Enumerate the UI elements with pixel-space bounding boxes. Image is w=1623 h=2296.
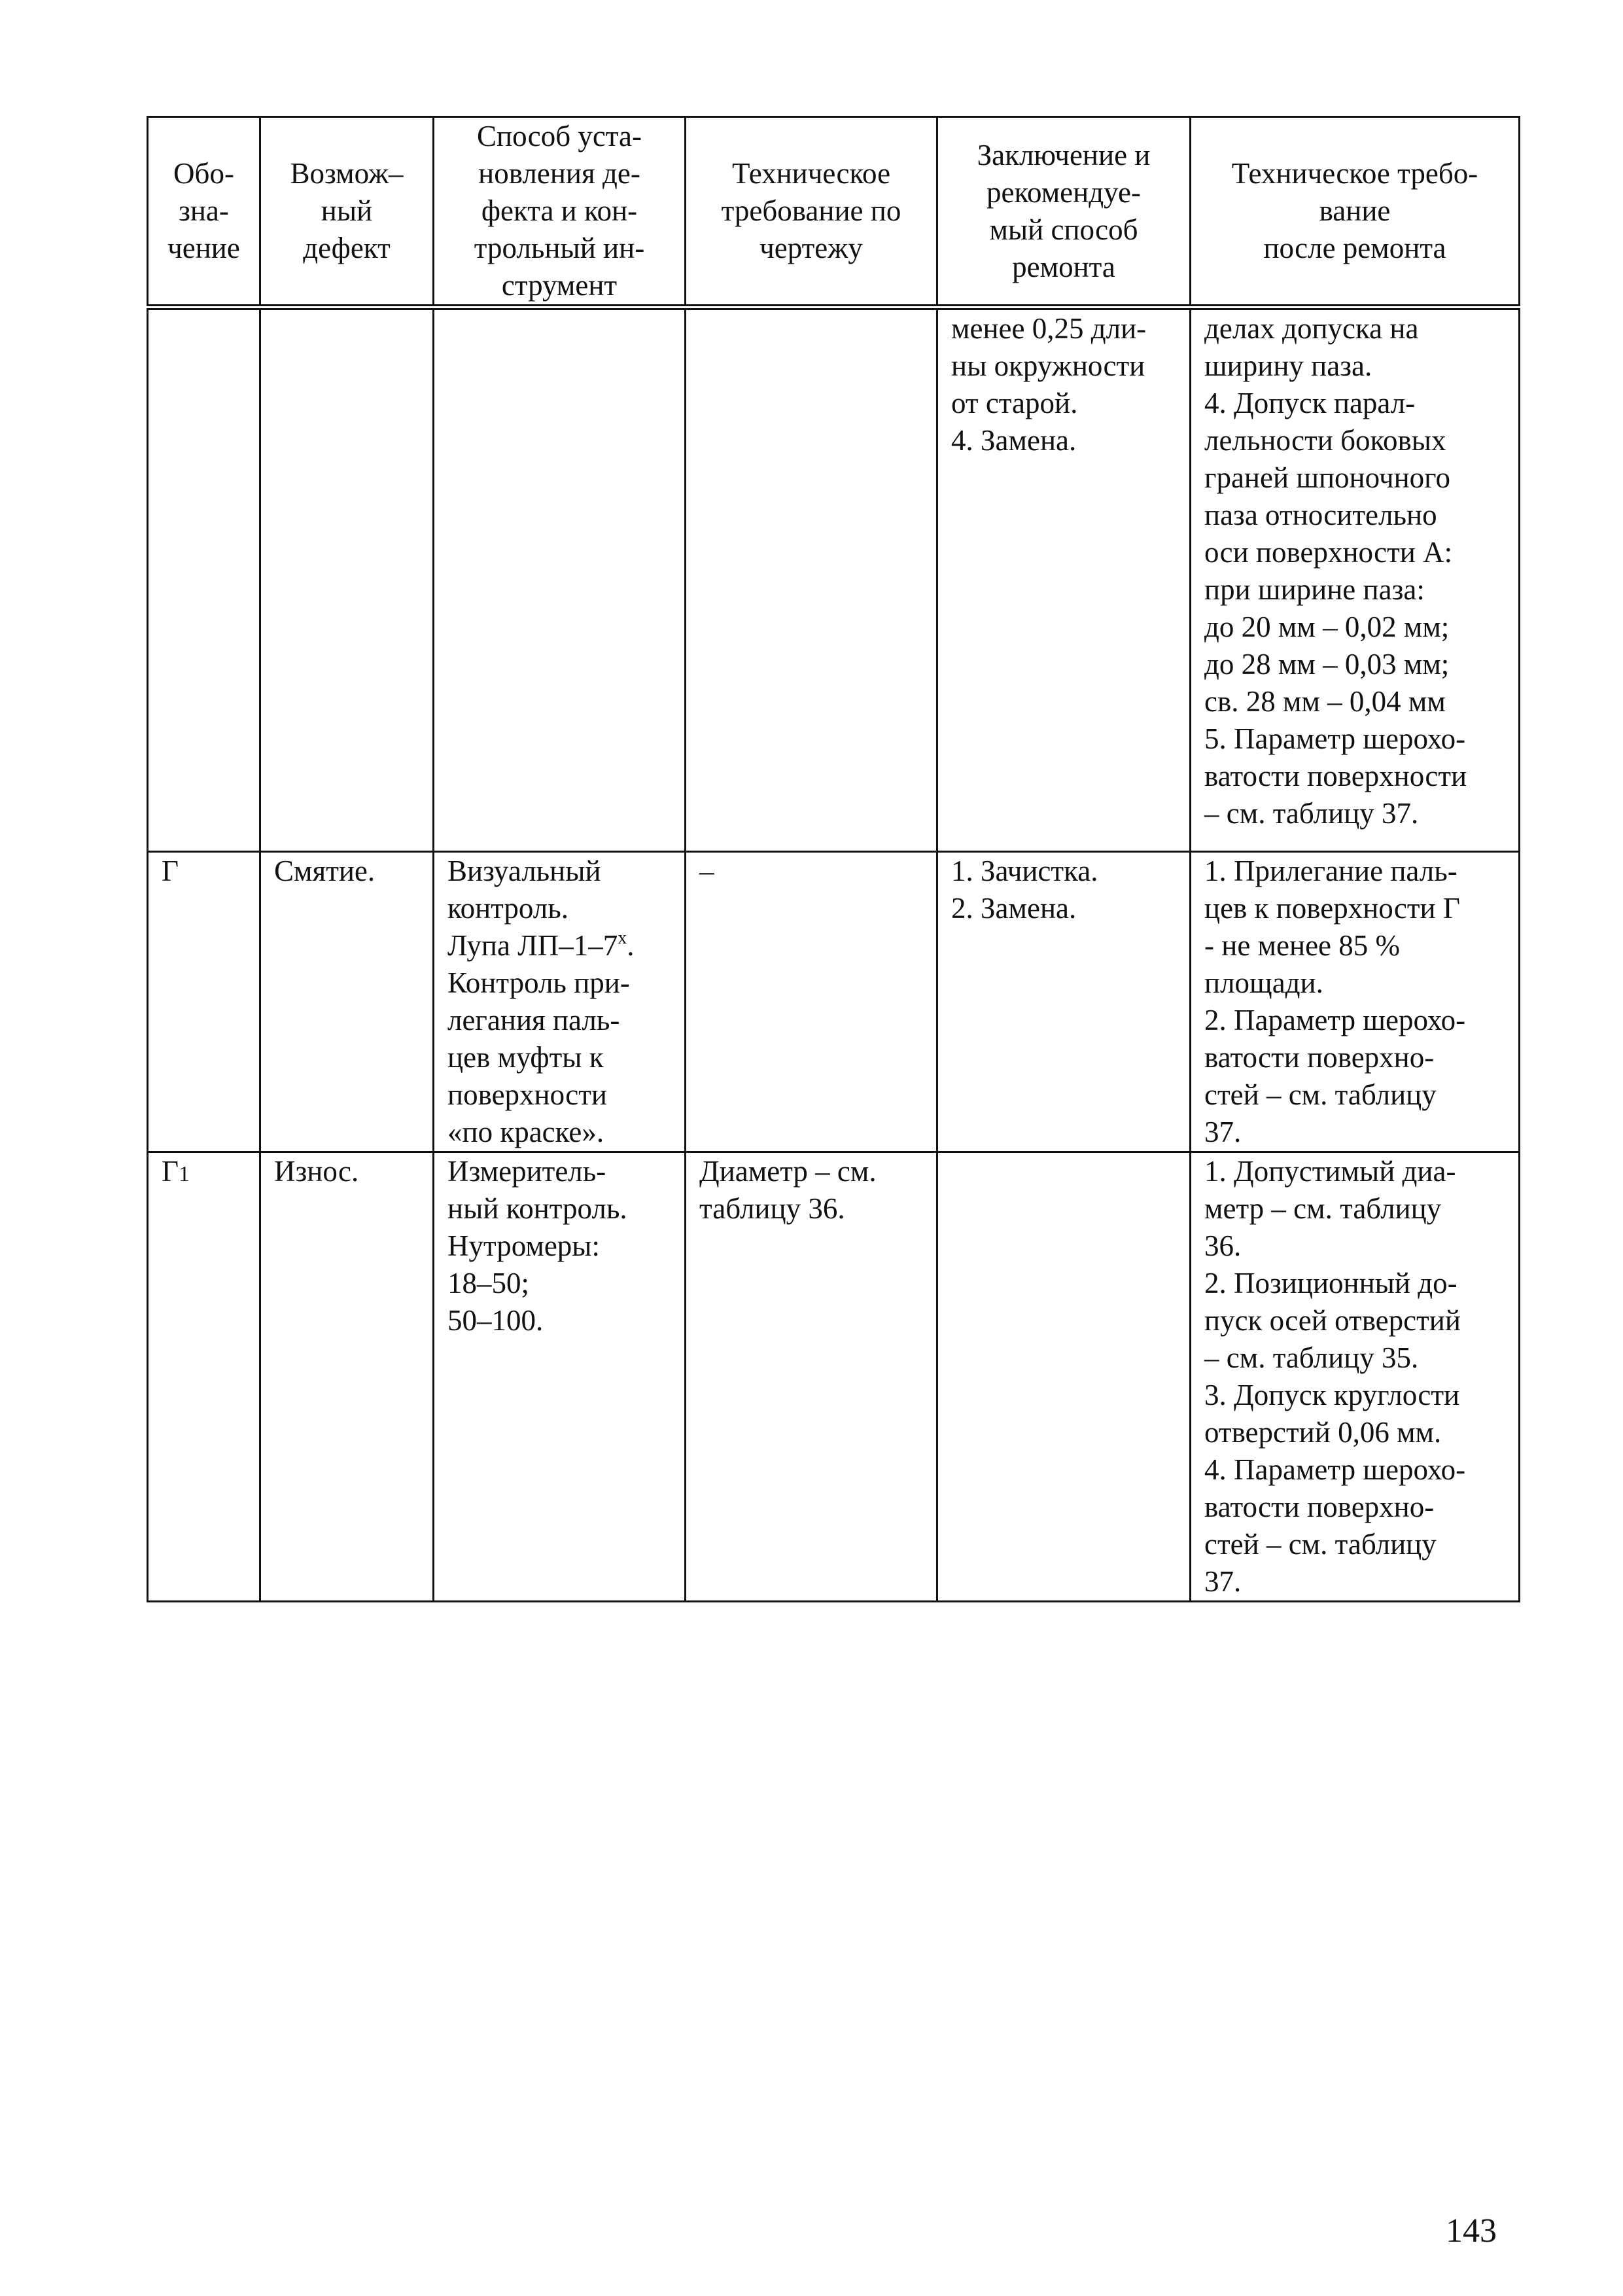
table-header-row	[148, 117, 1520, 308]
after-repair-cell: 1. Прилегание паль- цев к поверхности Г - не менее 85 % площади. 2. Параметр шерохо- ватости поверхно- стей – см. таблицу 37.	[1191, 852, 1520, 1152]
table-row	[148, 1152, 1520, 1602]
page-number: 143	[1446, 2212, 1497, 2250]
header-repair-conclusion: Заключение и рекомендуе- мый способ ремонта	[937, 117, 1191, 308]
after-repair-cell: делах допуска на ширину паза. 4. Допуск парал- лельности боковых граней шпоночного паза относительно оси поверхности А: при ширине паза: до 20 мм – 0,02 мм; до 28 мм – 0,03 мм; св. 28 мм – 0,04 мм 5. Параметр шерохо- ватости поверхности – см. таблицу 37.	[1191, 308, 1520, 852]
defect-cell: Износ.	[260, 1152, 434, 1602]
method-cell	[434, 308, 686, 852]
header-detection-method: Способ уста- новления де- фекта и кон- трольный ин- струмент	[434, 117, 686, 308]
conclusion-cell: менее 0,25 дли- ны окружности от старой. 4. Замена.	[937, 308, 1191, 852]
method-cell: Измеритель- ный контроль. Нутромеры: 18–50; 50–100.	[434, 1152, 686, 1602]
superscript: х	[618, 928, 627, 948]
designation-cell: Г1	[148, 1152, 260, 1602]
header-designation: Обо- зна- чение	[148, 117, 260, 308]
header-drawing-requirement: Техническое требование по чертежу	[686, 117, 937, 308]
table-row	[148, 852, 1520, 1152]
defect-table	[147, 116, 1520, 1602]
designation-cell: Г	[148, 852, 260, 1152]
after-repair-cell: 1. Допустимый диа- метр – см. таблицу 36. 2. Позиционный до- пуск осей отверстий – см. таблицу 35. 3. Допуск круглости отверстий 0,06 мм. 4. Параметр шерохо- ватости поверхно- стей – см. таблицу 37.	[1191, 1152, 1520, 1602]
header-after-repair-requirement: Техническое требо- вание после ремонта	[1191, 117, 1520, 308]
table-row	[148, 308, 1520, 852]
conclusion-cell: 1. Зачистка. 2. Замена.	[937, 852, 1191, 1152]
defect-cell	[260, 308, 434, 852]
header-possible-defect: Возмож– ный дефект	[260, 117, 434, 308]
drawing-requirement-cell	[686, 308, 937, 852]
subscript: 1	[179, 1162, 190, 1186]
drawing-requirement-cell: –	[686, 852, 937, 1152]
defect-cell: Смятие.	[260, 852, 434, 1152]
method-cell: Визуальный контроль. Лупа $ЛП-1-7^х$. Контроль при- легания паль- цев муфты к поверхности «по краске».	[434, 852, 686, 1152]
drawing-requirement-cell: Диаметр – см. таблицу 36.	[686, 1152, 937, 1602]
designation-cell	[148, 308, 260, 852]
conclusion-cell	[937, 1152, 1191, 1602]
